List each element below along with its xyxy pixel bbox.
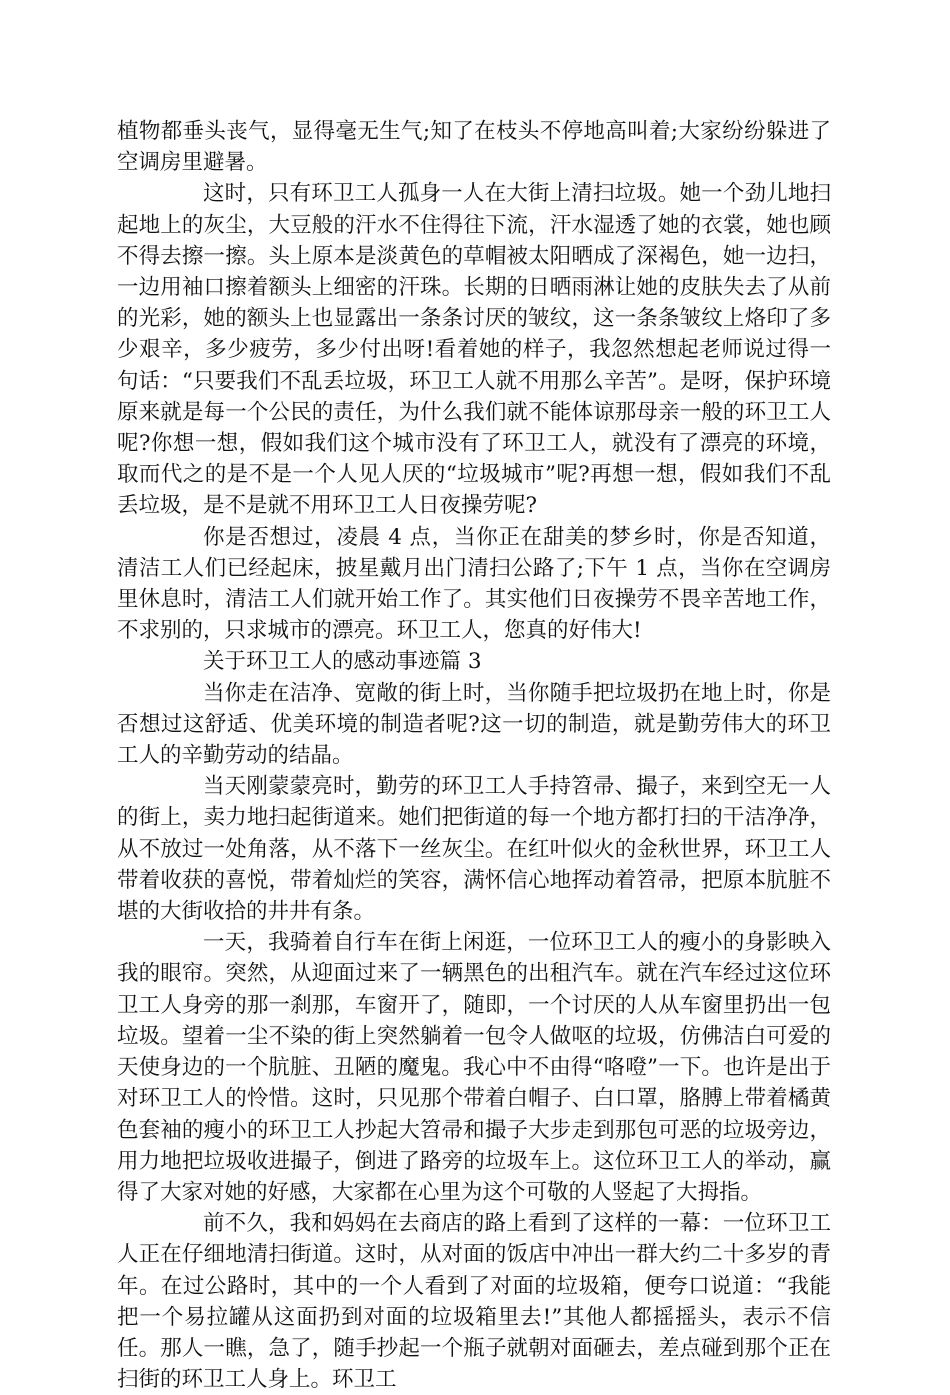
paragraph: 前不久，我和妈妈在去商店的路上看到了这样的一幕：一位环卫工人正在仔细地清扫街道。这时，从对面的饭店中冲出一群大约二十多岁的青年。在过公路时，其中的一个人看到了对面的垃圾箱，便夸口说道：“我能把一个易拉罐从这面扔到对面的垃圾箱里去!”其他人都摇摇头，表示不信任。那人一瞧，急了，随手抄起一个瓶子就朝对面砸去，差点碰到那个正在扫街的环卫工人身上。环卫工 [117, 1211, 831, 1393]
section-heading: 关于环卫工人的感动事迹篇 3 [203, 649, 482, 675]
document-body [117, 116, 831, 1395]
paragraph: 这时，只有环卫工人孤身一人在大街上清扫垃圾。她一个劲儿地扫起地上的灰尘，大豆般的汗水不住得往下流，汗水湿透了她的衣裳，她也顾不得去擦一擦。头上原本是淡黄色的草帽被太阳晒成了深褐色，她一边扫，一边用袖口擦着额头上细密的汗珠。长期的日晒雨淋让她的皮肤失去了从前的光彩，她的额头上也显露出一条条讨厌的皱纹，这一条条皱纹上烙印了多少艰辛，多少疲劳，多少付出呀!看着她的样子，我忽然想起老师说过得一句话：“只要我们不乱丢垃圾，环卫工人就不用那么辛苦”。是呀，保护环境原来就是每一个公民的责任，为什么我们就不能体谅那母亲一般的环卫工人呢?你想一想，假如我们这个城市没有了环卫工人，就没有了漂亮的环境，取而代之的是不是一个人见人厌的“垃圾城市”呢?再想一想，假如我们不乱丢垃圾，是不是就不用环卫工人日夜操劳呢? [117, 181, 831, 519]
paragraph: 你是否想过，凌晨 4 点，当你正在甜美的梦乡时，你是否知道，清洁工人们已经起床，披星戴月出门清扫公路了;下午 1 点，当你在空调房里休息时，清洁工人们就开始工作了。其实他们日夜操劳不畏辛苦地工作，不求别的，只求城市的漂亮。环卫工人，您真的好伟大! [117, 524, 831, 644]
paragraph: 一天，我骑着自行车在街上闲逛，一位环卫工人的瘦小的身影映入我的眼帘。突然，从迎面过来了一辆黑色的出租汽车。就在汽车经过这位环卫工人身旁的那一刹那，车窗开了，随即，一个讨厌的人从车窗里扔出一包垃圾。望着一尘不染的街上突然躺着一包令人做呕的垃圾，仿佛洁白可爱的天使身边的一个肮脏、丑陋的魔鬼。我心中不由得“咯噔”一下。也许是出于对环卫工人的怜惜。这时，只见那个带着白帽子、白口罩，胳膊上带着橘黄色套袖的瘦小的环卫工人抄起大笤帚和撮子大步走到那包可恶的垃圾旁边，用力地把垃圾收进撮子，倒进了路旁的垃圾车上。这位环卫工人的举动，赢得了大家对她的好感，大家都在心里为这个可敬的人竖起了大拇指。 [117, 930, 831, 1205]
paragraph: 当天刚蒙蒙亮时，勤劳的环卫工人手持笤帚、撮子，来到空无一人的街上，卖力地扫起街道来。她们把街道的每一个地方都打扫的干洁净净，从不放过一处角落，从不落下一丝灰尘。在红叶似火的金秋世界，环卫工人带着收获的喜悦，带着灿烂的笑容，满怀信心地挥动着笤帚，把原本肮脏不堪的大街收拾的井井有条。 [117, 774, 831, 925]
paragraph: 当你走在洁净、宽敞的街上时，当你随手把垃圾扔在地上时，你是否想过这舒适、优美环境的制造者呢?这一切的制造，就是勤劳伟大的环卫工人的辛勤劳动的结晶。 [117, 680, 831, 769]
paragraph-continuation: 植物都垂头丧气，显得毫无生气;知了在枝头不停地高叫着;大家纷纷躲进了空调房里避暑。 [117, 119, 831, 176]
